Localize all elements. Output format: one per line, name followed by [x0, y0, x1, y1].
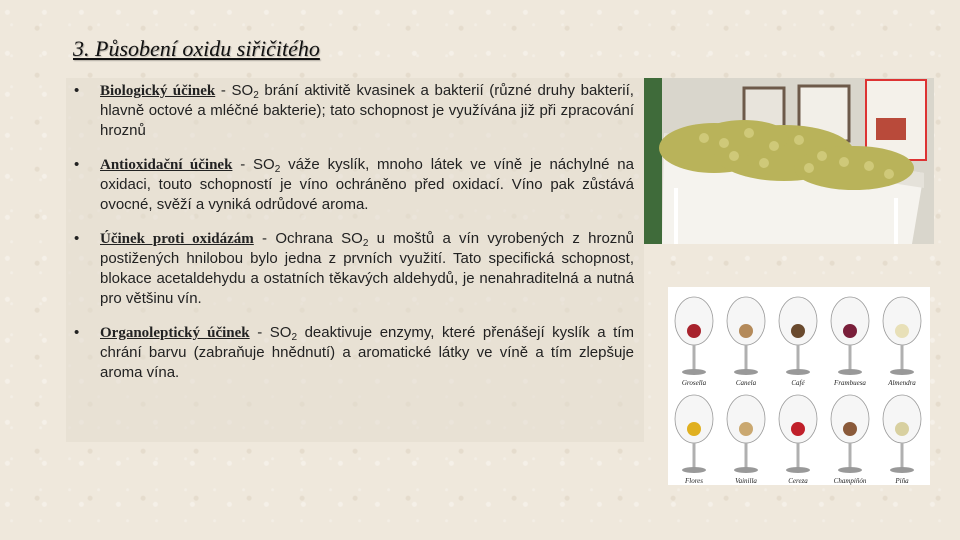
- formula-subscript: 2: [291, 332, 298, 343]
- separator: -: [232, 156, 254, 173]
- glass-label: Canela: [735, 379, 757, 387]
- separator: -: [249, 324, 270, 341]
- bullet-marker: •: [74, 82, 80, 99]
- wine-glasses-aroma-photo: [668, 287, 930, 485]
- separator: -: [253, 230, 276, 247]
- bullet-antioxidant: [74, 155, 634, 215]
- bullet-organoleptic: [74, 323, 634, 383]
- bullet-marker: •: [74, 156, 80, 173]
- glass-label: Cereza: [788, 477, 808, 485]
- formula-text: Ochrana SO: [275, 230, 363, 247]
- formula-subscript: 2: [362, 238, 369, 249]
- formula-text: SO: [231, 82, 254, 99]
- bullet-oxidase: [74, 229, 634, 309]
- formula-text: SO: [269, 324, 292, 341]
- bullet-term: Organoleptický účinek: [100, 325, 250, 341]
- bullet-text: váže kyslík, mnoho látek ve víně je náchylné na oxidaci, touto schopností je víno ochráněno před oxidací. Víno pak zůstává ovocné, svěží a vyniká odrůdové aroma.: [100, 156, 634, 213]
- bullet-term: Účinek proti oxidázám: [100, 231, 254, 247]
- glass-label: Grosella: [681, 379, 707, 387]
- glass-label: Piña: [895, 477, 909, 485]
- bullet-text: u moštů a vín vyrobených z hroznů postižených hnilobou bylo jedna z prvních využití. Tato specifická schopnost, blokace acetaldehydu a ostatních těkavých aldehydů, je nenahraditelná a nutná pro většinu vín.: [100, 230, 634, 307]
- slide-title: 3. Působení oxidu siřičitého: [73, 36, 320, 61]
- grapes-crate-photo: [644, 78, 934, 244]
- bullet-text: deaktivuje enzymy, které přenášejí kyslík a tím chrání barvu (zabraňuje hnědnutí) a aromatické látky ve víně a tím zlepšuje aroma vína.: [100, 324, 634, 381]
- glass-label: Almendra: [888, 379, 916, 387]
- wine-glasses-illustration: [668, 287, 930, 485]
- bullet-biological: [74, 81, 634, 141]
- bullet-marker: •: [74, 324, 80, 341]
- formula-text: SO: [253, 156, 275, 173]
- glass-label: Vainilla: [735, 477, 757, 485]
- bullet-list: [74, 81, 634, 392]
- formula-subscript: 2: [253, 90, 259, 101]
- formula-subscript: 2: [274, 164, 281, 175]
- glass-label: Café: [791, 379, 805, 387]
- glass-label: Flores: [684, 477, 704, 485]
- bullet-term: Biologický účinek: [100, 83, 216, 99]
- bullet-term: Antioxidační účinek: [100, 157, 233, 173]
- grapes-crate-illustration: [644, 78, 934, 244]
- glass-label: Frambuesa: [834, 379, 866, 387]
- glass-label: Champiñón: [833, 477, 867, 485]
- separator: -: [215, 82, 232, 99]
- bullet-marker: •: [74, 230, 80, 247]
- bullet-text: brání aktivitě kvasinek a bakterií (různé druhy bakterií, hlavně octové a mléčné bakterie); tato schopnost je využívána již při zpracování hroznů: [100, 82, 634, 139]
